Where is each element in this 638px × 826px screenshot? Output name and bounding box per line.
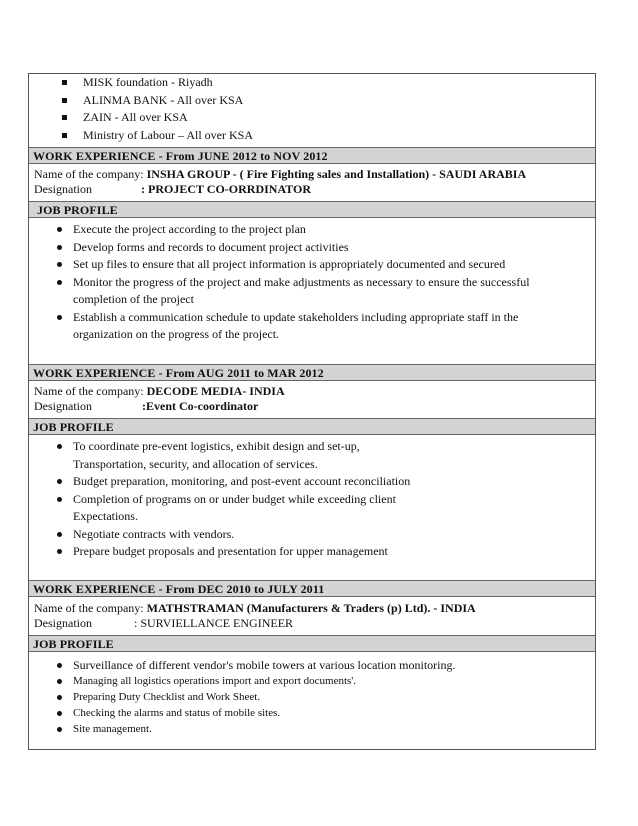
list-item-continuation: completion of the project — [73, 292, 194, 306]
list-item: Checking the alarms and status of mobile sites. — [73, 705, 595, 721]
list-item: To coordinate pre-event logistics, exhibit design and set-up, — [73, 438, 595, 456]
list-item: Negotiate contracts with vendors. — [73, 526, 595, 544]
job-profile-header: JOB PROFILE — [29, 201, 595, 218]
company-info — [29, 601, 595, 631]
company-info — [29, 384, 595, 414]
job-profile-header: JOB PROFILE — [29, 635, 595, 652]
client-item: MISK foundation - Riyadh — [83, 74, 595, 92]
job-profile-list — [29, 657, 595, 737]
list-item-continuation: organization on the progress of the project. — [73, 327, 280, 341]
list-item-continuation: Transportation, security, and allocation of services. — [73, 456, 318, 471]
resume-page — [28, 73, 596, 750]
list-item: Execute the project according to the project plan — [73, 221, 595, 239]
list-item: Develop forms and records to document project activities — [73, 239, 595, 257]
company-name: DECODE MEDIA- INDIA — [146, 384, 285, 398]
list-item: Prepare budget proposals and presentation for upper management — [73, 543, 595, 561]
list-item: Surveillance of different vendor's mobile towers at various location monitoring. — [73, 657, 595, 673]
company-label: Name of the company: — [34, 601, 147, 615]
designation-label: Designation — [34, 616, 92, 630]
client-list-section — [29, 74, 595, 144]
designation-label: Designation — [34, 182, 92, 196]
company-name: INSHA GROUP - ( Fire Fighting sales and Installation) - SAUDI ARABIA — [146, 167, 527, 181]
client-item: ALINMA BANK - All over KSA — [83, 92, 595, 110]
list-item-continuation: Expectations. — [73, 509, 138, 523]
list-item: Budget preparation, monitoring, and post-event account reconciliation — [73, 473, 595, 491]
designation-value: :Event Co-coordinator — [142, 399, 259, 413]
list-item: Set up files to ensure that all project information is appropriately documented and secured — [73, 256, 595, 274]
designation-value: : SURVIELLANCE ENGINEER — [134, 616, 294, 630]
work-experience-header: WORK EXPERIENCE - From JUNE 2012 to NOV 2012 — [29, 147, 595, 164]
list-item: Site management. — [73, 721, 595, 737]
list-item: Monitor the progress of the project and make adjustments as necessary to ensure the successful — [73, 274, 595, 292]
job-profile-list — [29, 438, 595, 561]
client-item: ZAIN - All over KSA — [83, 109, 595, 127]
list-item: Preparing Duty Checklist and Work Sheet. — [73, 689, 595, 705]
list-item: Completion of programs on or under budget while exceeding client — [73, 491, 595, 509]
work-experience-header: WORK EXPERIENCE - From AUG 2011 to MAR 2012 — [29, 364, 595, 381]
list-item: Managing all logistics operations import and export documents'. — [73, 673, 595, 689]
company-info — [29, 167, 595, 197]
designation-label: Designation — [34, 399, 92, 413]
job-profile-header: JOB PROFILE — [29, 418, 595, 435]
list-item: Establish a communication schedule to update stakeholders including appropriate staff in the — [73, 309, 595, 327]
client-item: Ministry of Labour – All over KSA — [83, 127, 595, 145]
job-profile-list — [29, 221, 595, 344]
designation-value: : PROJECT CO-ORRDINATOR — [141, 182, 312, 196]
company-name: MATHSTRAMAN (Manufacturers & Traders (p) Ltd). - INDIA — [146, 601, 476, 615]
company-label: Name of the company: — [34, 384, 147, 398]
company-label: Name of the company: — [34, 167, 147, 181]
work-experience-header: WORK EXPERIENCE - From DEC 2010 to JULY 2011 — [29, 580, 595, 597]
